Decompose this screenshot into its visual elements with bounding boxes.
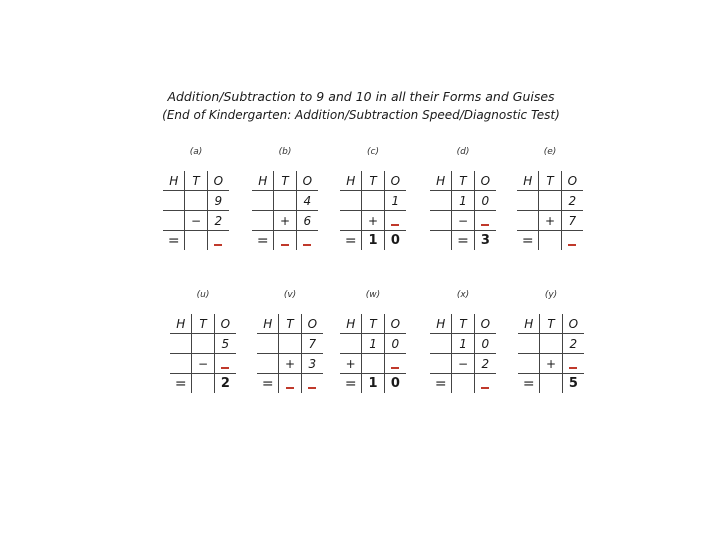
place-value-grid: [163, 171, 229, 250]
operator-sign: +: [340, 354, 362, 374]
empty-cell: [540, 374, 562, 394]
empty-cell: [163, 191, 185, 211]
empty-cell: [430, 211, 452, 231]
empty-cell: [163, 211, 185, 231]
problem-label: (y): [544, 290, 558, 300]
empty-cell: [430, 191, 452, 211]
empty-cell: [518, 334, 540, 354]
empty-cell: [340, 191, 362, 211]
header-row: [163, 171, 229, 191]
digit-cell: 1: [452, 191, 474, 211]
problem-label: (u): [196, 290, 210, 300]
digit-cell: 0: [390, 233, 400, 248]
result-row: [518, 374, 584, 394]
digit-cell: 2: [562, 334, 584, 354]
empty-cell: [257, 334, 279, 354]
place-value-grid: [252, 171, 318, 250]
blank-line: [303, 244, 311, 246]
digit-cell: 3: [480, 233, 490, 248]
column-header: T: [274, 171, 296, 191]
empty-cell: [518, 354, 540, 374]
empty-cell: [540, 334, 562, 354]
worksheet-header: [0, 87, 720, 125]
digit-cell: 2: [561, 191, 583, 211]
worksheet-subtitle: (End of Kindergarten: Addition/Subtraction Speed/Diagnostic Test): [162, 108, 560, 122]
column-header: H: [170, 314, 192, 334]
column-header: O: [296, 171, 318, 191]
header-row: [340, 314, 406, 334]
result-row: [517, 231, 583, 251]
empty-cell: [274, 191, 296, 211]
operand-row: [340, 211, 406, 231]
column-header: O: [301, 314, 323, 334]
blank-line: [391, 367, 399, 369]
result-row: [252, 231, 318, 251]
empty-cell: [539, 191, 561, 211]
blank-line: [481, 224, 489, 226]
column-header: H: [518, 314, 540, 334]
operator-sign: −: [452, 211, 474, 231]
column-header: H: [340, 171, 362, 191]
column-header: T: [279, 314, 301, 334]
empty-cell: [185, 191, 207, 211]
column-header: H: [163, 171, 185, 191]
empty-cell: [430, 334, 452, 354]
digit-cell: 1: [362, 374, 384, 394]
equals-sign: =: [430, 374, 452, 394]
empty-cell: [170, 354, 192, 374]
problem-label: (c): [367, 147, 379, 157]
result-row: [170, 374, 236, 394]
blank-line: [214, 244, 222, 246]
digit-cell: 0: [384, 334, 406, 354]
result-row: [340, 374, 406, 394]
operand-row: [170, 334, 236, 354]
problem-label: (d): [456, 147, 470, 157]
digit-cell: 5: [568, 376, 578, 391]
answer-blank[interactable]: [474, 211, 496, 231]
empty-cell: [430, 231, 452, 251]
digit-cell: 0: [390, 376, 400, 391]
operand-row: [252, 211, 318, 231]
empty-cell: [340, 334, 362, 354]
digit-cell: 1: [362, 334, 384, 354]
digit-cell: 4: [296, 191, 318, 211]
empty-cell: [252, 211, 274, 231]
answer-blank[interactable]: [561, 231, 583, 251]
operand-row: [517, 191, 583, 211]
header-row: [170, 314, 236, 334]
operand-row: [170, 354, 236, 374]
header-row: [252, 171, 318, 191]
empty-cell: [340, 211, 362, 231]
digit-cell: 7: [561, 211, 583, 231]
header-row: [517, 171, 583, 191]
column-header: O: [562, 314, 584, 334]
operand-row: [518, 354, 584, 374]
blank-line: [281, 244, 289, 246]
place-value-grid: [340, 314, 406, 393]
operator-sign: +: [274, 211, 296, 231]
empty-cell: [170, 334, 192, 354]
operator-sign: −: [192, 354, 214, 374]
digit-cell: 0: [474, 334, 496, 354]
answer-blank[interactable]: [274, 231, 296, 251]
column-header: T: [362, 314, 384, 334]
operator-sign: −: [452, 354, 474, 374]
problem-label: (w): [365, 290, 381, 300]
equals-sign: =: [518, 374, 540, 394]
empty-cell: [517, 191, 539, 211]
place-value-grid: [340, 171, 406, 250]
equals-sign: =: [452, 231, 474, 251]
header-row: [340, 171, 406, 191]
column-header: T: [540, 314, 562, 334]
empty-cell: [279, 334, 301, 354]
operand-row: [430, 354, 496, 374]
column-header: T: [185, 171, 207, 191]
empty-cell: [252, 191, 274, 211]
column-header: H: [340, 314, 362, 334]
digit-cell: 0: [474, 191, 496, 211]
digit-cell: 7: [301, 334, 323, 354]
column-header: T: [362, 171, 384, 191]
empty-cell: [430, 354, 452, 374]
column-header: O: [474, 171, 496, 191]
operator-sign: +: [539, 211, 561, 231]
answer-blank[interactable]: [301, 374, 323, 394]
operand-row: [518, 334, 584, 354]
operand-row: [340, 334, 406, 354]
empty-cell: [185, 231, 207, 251]
digit-cell: 5: [214, 334, 236, 354]
problem-label: (v): [283, 290, 297, 300]
answer-blank[interactable]: [279, 374, 301, 394]
operand-row: [430, 211, 496, 231]
operand-row: [430, 334, 496, 354]
operand-row: [340, 354, 406, 374]
empty-cell: [517, 211, 539, 231]
empty-cell: [362, 354, 384, 374]
place-value-grid: [518, 314, 584, 393]
result-row: [163, 231, 229, 251]
answer-blank[interactable]: [384, 211, 406, 231]
blank-line: [221, 367, 229, 369]
column-header: H: [257, 314, 279, 334]
operand-row: [430, 191, 496, 211]
equals-sign: =: [340, 231, 362, 251]
problem-label: (x): [456, 290, 470, 300]
result-row: [430, 374, 496, 394]
answer-blank[interactable]: [562, 354, 584, 374]
digit-cell: 2: [474, 354, 496, 374]
digit-cell: 3: [301, 354, 323, 374]
blank-line: [286, 387, 294, 389]
equals-sign: =: [163, 231, 185, 251]
place-value-grid: [430, 171, 496, 250]
header-row: [430, 171, 496, 191]
answer-blank[interactable]: [296, 231, 318, 251]
column-header: T: [452, 314, 474, 334]
empty-cell: [257, 354, 279, 374]
column-header: H: [430, 314, 452, 334]
equals-sign: =: [170, 374, 192, 394]
blank-line: [481, 387, 489, 389]
column-header: O: [207, 171, 229, 191]
operand-row: [257, 354, 323, 374]
digit-cell: 6: [296, 211, 318, 231]
column-header: O: [384, 314, 406, 334]
operand-row: [252, 191, 318, 211]
operator-sign: +: [279, 354, 301, 374]
column-header: O: [474, 314, 496, 334]
digit-cell: 1: [362, 231, 384, 251]
header-row: [430, 314, 496, 334]
answer-blank[interactable]: [474, 374, 496, 394]
place-value-grid: [430, 314, 496, 393]
problem-label: (b): [278, 147, 292, 157]
operand-row: [257, 334, 323, 354]
empty-cell: [362, 191, 384, 211]
operator-sign: +: [362, 211, 384, 231]
blank-line: [308, 387, 316, 389]
column-header: O: [561, 171, 583, 191]
result-row: [430, 231, 496, 251]
worksheet-title: Addition/Subtraction to 9 and 10 in all their Forms and Guises: [167, 89, 555, 104]
column-header: T: [452, 171, 474, 191]
column-header: H: [252, 171, 274, 191]
empty-cell: [192, 374, 214, 394]
column-header: T: [539, 171, 561, 191]
operand-row: [340, 191, 406, 211]
empty-cell: [192, 334, 214, 354]
answer-blank[interactable]: [384, 354, 406, 374]
result-row: [340, 231, 406, 251]
digit-cell: 1: [384, 191, 406, 211]
equals-sign: =: [257, 374, 279, 394]
column-header: T: [192, 314, 214, 334]
header-row: [257, 314, 323, 334]
place-value-grid: [257, 314, 323, 393]
digit-cell: 2: [207, 211, 229, 231]
blank-line: [569, 367, 577, 369]
column-header: H: [430, 171, 452, 191]
digit-cell: 1: [452, 334, 474, 354]
place-value-grid: [170, 314, 236, 393]
operand-row: [163, 211, 229, 231]
digit-cell: 2: [220, 376, 230, 391]
operand-row: [163, 191, 229, 211]
operator-sign: −: [185, 211, 207, 231]
digit-cell: 9: [207, 191, 229, 211]
problem-label: (a): [189, 147, 203, 157]
blank-line: [568, 244, 576, 246]
column-header: O: [214, 314, 236, 334]
place-value-grid: [517, 171, 583, 250]
equals-sign: =: [340, 374, 362, 394]
answer-blank[interactable]: [214, 354, 236, 374]
problem-label: (e): [543, 147, 557, 157]
empty-cell: [539, 231, 561, 251]
empty-cell: [452, 374, 474, 394]
result-row: [257, 374, 323, 394]
header-row: [518, 314, 584, 334]
operand-row: [517, 211, 583, 231]
answer-blank[interactable]: [207, 231, 229, 251]
equals-sign: =: [252, 231, 274, 251]
equals-sign: =: [517, 231, 539, 251]
blank-line: [391, 224, 399, 226]
column-header: H: [517, 171, 539, 191]
operator-sign: +: [540, 354, 562, 374]
column-header: O: [384, 171, 406, 191]
